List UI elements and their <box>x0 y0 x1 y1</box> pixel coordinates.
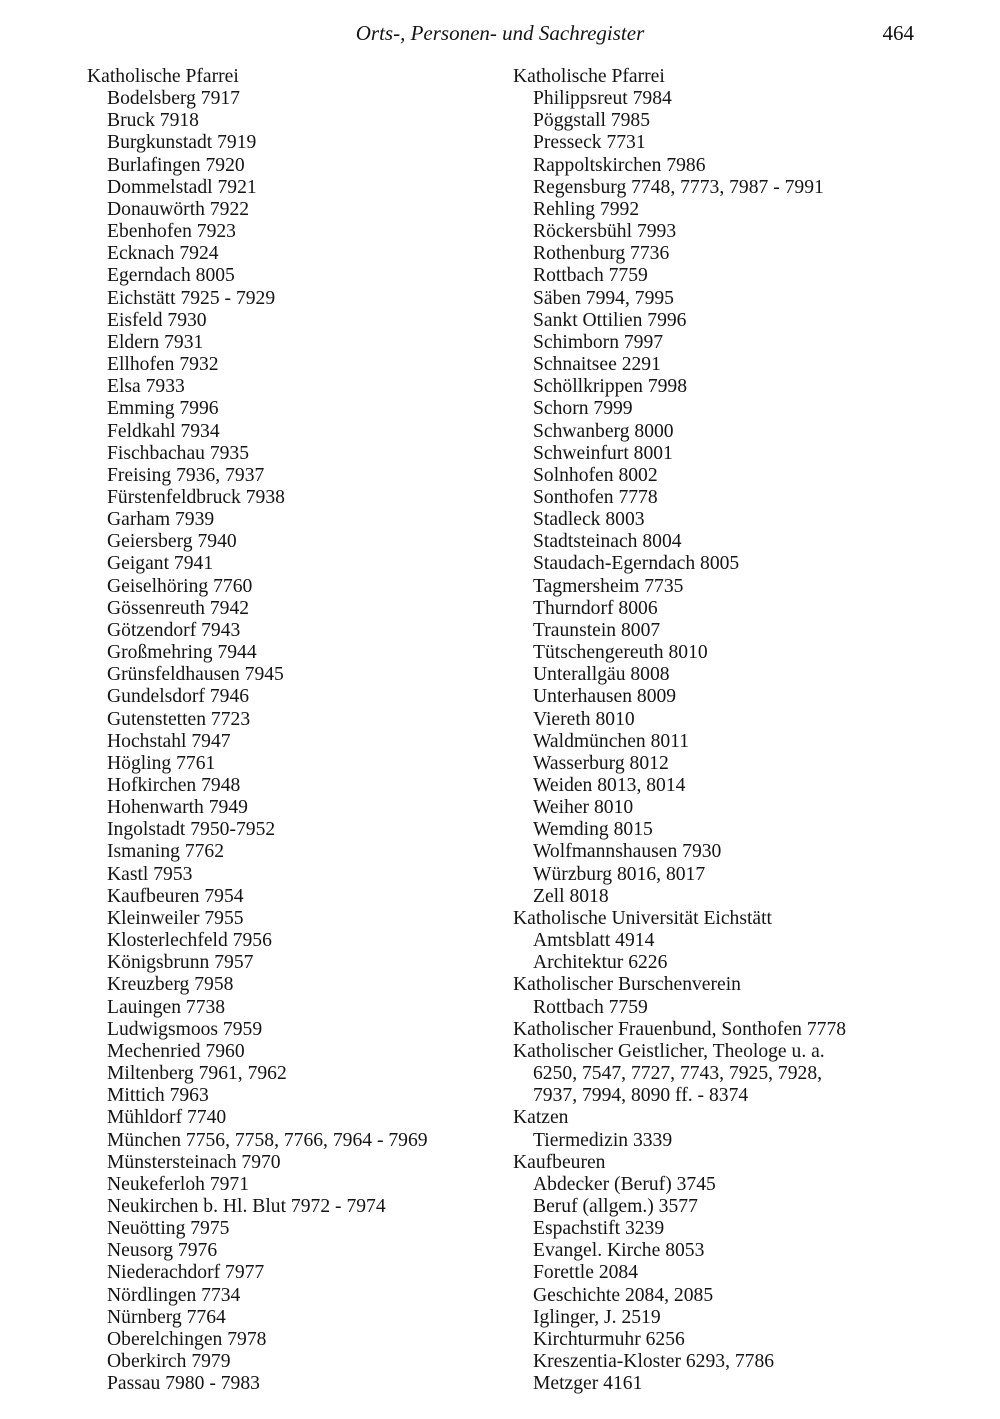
index-subentry: Stadtsteinach 8004 <box>533 531 682 553</box>
index-heading: Katzen <box>513 1107 569 1129</box>
index-subentry: Burgkunstadt 7919 <box>107 132 257 154</box>
index-subentry: Feldkahl 7934 <box>107 420 220 442</box>
index-subentry: Hochstahl 7947 <box>107 730 231 752</box>
index-subentry: Tütschengereuth 8010 <box>533 642 708 664</box>
index-subentry: Staudach-Egerndach 8005 <box>533 553 740 575</box>
index-subentry: Götzendorf 7943 <box>107 619 241 641</box>
index-subentry: Mechenried 7960 <box>107 1040 245 1062</box>
index-subentry: Münstersteinach 7970 <box>107 1151 281 1173</box>
index-heading: Katholischer Geistlicher, Theologe u. a. <box>513 1040 825 1062</box>
index-subentry: Nürnberg 7764 <box>107 1306 226 1328</box>
index-subentry: Oberkirch 7979 <box>107 1351 231 1373</box>
index-heading: Katholische Pfarrei <box>513 66 665 87</box>
index-subentry: Mittich 7963 <box>107 1085 209 1107</box>
index-subentry: Pöggstall 7985 <box>533 110 651 132</box>
index-subentry: Presseck 7731 <box>533 132 646 154</box>
index-subentry: Kreuzberg 7958 <box>107 974 234 996</box>
index-subentry: Gössenreuth 7942 <box>107 597 250 619</box>
index-subentry: Unterallgäu 8008 <box>533 664 670 686</box>
index-subentry: Passau 7980 - 7983 <box>107 1373 260 1395</box>
index-subentry: Säben 7994, 7995 <box>533 287 674 309</box>
index-subentry: Kaufbeuren 7954 <box>107 885 244 907</box>
index-subentry: Geschichte 2084, 2085 <box>533 1284 714 1306</box>
page-title: Orts-, Personen- und Sachregister <box>355 21 645 45</box>
index-subentry: 6250, 7547, 7727, 7743, 7925, 7928, <box>533 1063 823 1085</box>
index-subentry: Burlafingen 7920 <box>107 154 245 176</box>
index-subentry: Donauwörth 7922 <box>107 198 250 220</box>
index-subentry: Traunstein 8007 <box>533 619 661 641</box>
index-subentry: Abdecker (Beruf) 3745 <box>533 1173 716 1195</box>
index-subentry: Ebenhofen 7923 <box>107 221 236 243</box>
index-column-right <box>513 66 953 1395</box>
index-subentry: Schweinfurt 8001 <box>533 442 673 464</box>
index-subentry: Dommelstadl 7921 <box>107 176 257 198</box>
index-subentry: Tiermedizin 3339 <box>533 1129 673 1151</box>
index-subentry: Espachstift 3239 <box>533 1218 665 1240</box>
index-subentry: Garham 7939 <box>107 509 215 531</box>
index-subentry: Neuötting 7975 <box>107 1218 230 1240</box>
index-heading: Kaufbeuren <box>513 1151 606 1173</box>
index-subentry: Weiher 8010 <box>533 797 634 819</box>
index-subentry: Miltenberg 7961, 7962 <box>107 1063 287 1085</box>
index-subentry: Oberelchingen 7978 <box>107 1328 267 1350</box>
index-subentry: Sonthofen 7778 <box>533 486 658 508</box>
index-subentry: Viereth 8010 <box>533 708 635 730</box>
index-subentry: Ingolstadt 7950-7952 <box>107 819 276 841</box>
index-subentry: Wemding 8015 <box>533 819 653 841</box>
index-subentry: Schwanberg 8000 <box>533 420 674 442</box>
index-subentry: München 7756, 7758, 7766, 7964 - 7969 <box>107 1129 428 1151</box>
index-subentry: Geiselhöring 7760 <box>107 575 253 597</box>
index-heading: Katholischer Burschenverein <box>513 974 741 996</box>
index-subentry: Tagmersheim 7735 <box>533 575 684 597</box>
index-subentry: Wasserburg 8012 <box>533 752 669 774</box>
index-subentry: Stadleck 8003 <box>533 509 645 531</box>
index-subentry: Nördlingen 7734 <box>107 1284 241 1306</box>
index-subentry: Schnaitsee 2291 <box>533 354 661 376</box>
index-subentry: Wolfmannshausen 7930 <box>533 841 722 863</box>
index-subentry: Mühldorf 7740 <box>107 1107 227 1129</box>
index-subentry: Bodelsberg 7917 <box>107 88 240 110</box>
index-subentry: Ismaning 7762 <box>107 841 225 863</box>
index-subentry: Großmehring 7944 <box>107 642 257 664</box>
index-subentry: Hohenwarth 7949 <box>107 797 248 819</box>
index-subentry: Forettle 2084 <box>533 1262 639 1284</box>
index-column-left <box>87 66 527 1395</box>
index-subentry: Würzburg 8016, 8017 <box>533 863 706 885</box>
index-subentry: Iglinger, J. 2519 <box>533 1306 661 1328</box>
index-subentry: Königsbrunn 7957 <box>107 952 254 974</box>
index-subentry: Fürstenfeldbruck 7938 <box>107 486 285 508</box>
index-subentry: Neukeferloh 7971 <box>107 1173 250 1195</box>
index-subentry: Beruf (allgem.) 3577 <box>533 1195 698 1217</box>
running-head <box>0 20 1000 50</box>
index-heading: Katholische Universität Eichstätt <box>513 907 773 929</box>
index-subentry: Solnhofen 8002 <box>533 464 658 486</box>
index-subentry: Ecknach 7924 <box>107 243 219 265</box>
index-subentry: Architektur 6226 <box>533 952 668 974</box>
index-subentry: Kleinweiler 7955 <box>107 907 244 929</box>
index-subentry: 7937, 7994, 8090 ff. - 8374 <box>533 1085 749 1107</box>
index-subentry: Grünsfeldhausen 7945 <box>107 664 284 686</box>
index-subentry: Rottbach 7759 <box>533 265 648 287</box>
index-subentry: Elsa 7933 <box>107 376 185 398</box>
index-heading: Katholischer Frauenbund, Sonthofen 7778 <box>513 1018 847 1040</box>
index-subentry: Waldmünchen 8011 <box>533 730 690 752</box>
index-subentry: Amtsblatt 4914 <box>533 930 655 952</box>
index-subentry: Rothenburg 7736 <box>533 243 670 265</box>
index-subentry: Gutenstetten 7723 <box>107 708 251 730</box>
index-subentry: Lauingen 7738 <box>107 996 226 1018</box>
index-subentry: Bruck 7918 <box>107 110 199 132</box>
index-heading: Katholische Pfarrei <box>87 66 239 87</box>
index-subentry: Neusorg 7976 <box>107 1240 218 1262</box>
index-subentry: Eichstätt 7925 - 7929 <box>107 287 276 309</box>
index-subentry: Klosterlechfeld 7956 <box>107 930 272 952</box>
index-subentry: Kreszentia-Kloster 6293, 7786 <box>533 1351 775 1373</box>
index-subentry: Eldern 7931 <box>107 331 204 353</box>
index-subentry: Emming 7996 <box>107 398 219 420</box>
index-subentry: Högling 7761 <box>107 752 216 774</box>
page-number: 464 <box>882 21 914 45</box>
index-subentry: Philippsreut 7984 <box>533 88 672 110</box>
index-subentry: Kirchturmuhr 6256 <box>533 1328 685 1350</box>
index-subentry: Ludwigsmoos 7959 <box>107 1018 263 1040</box>
index-subentry: Schöllkrippen 7998 <box>533 376 688 398</box>
index-subentry: Eisfeld 7930 <box>107 309 207 331</box>
index-subentry: Rappoltskirchen 7986 <box>533 154 706 176</box>
index-subentry: Metzger 4161 <box>533 1373 643 1395</box>
index-subentry: Unterhausen 8009 <box>533 686 677 708</box>
index-subentry: Regensburg 7748, 7773, 7987 - 7991 <box>533 176 824 198</box>
index-subentry: Rehling 7992 <box>533 198 640 220</box>
index-subentry: Röckersbühl 7993 <box>533 221 677 243</box>
index-subentry: Niederachdorf 7977 <box>107 1262 265 1284</box>
index-subentry: Fischbachau 7935 <box>107 442 250 464</box>
index-subentry: Sankt Ottilien 7996 <box>533 309 687 331</box>
index-subentry: Egerndach 8005 <box>107 265 235 287</box>
index-subentry: Hofkirchen 7948 <box>107 775 241 796</box>
index-subentry: Geigant 7941 <box>107 553 214 575</box>
index-subentry: Schimborn 7997 <box>533 331 664 353</box>
index-subentry: Zell 8018 <box>533 885 609 907</box>
index-subentry: Thurndorf 8006 <box>533 597 658 619</box>
index-subentry: Schorn 7999 <box>533 398 633 420</box>
index-subentry: Evangel. Kirche 8053 <box>533 1240 705 1262</box>
index-subentry: Geiersberg 7940 <box>107 531 237 553</box>
index-subentry: Weiden 8013, 8014 <box>533 775 686 796</box>
index-subentry: Rottbach 7759 <box>533 996 648 1018</box>
index-subentry: Kastl 7953 <box>107 863 193 885</box>
index-subentry: Gundelsdorf 7946 <box>107 686 250 708</box>
index-subentry: Neukirchen b. Hl. Blut 7972 - 7974 <box>107 1195 386 1217</box>
index-subentry: Ellhofen 7932 <box>107 354 219 376</box>
index-subentry: Freising 7936, 7937 <box>107 464 265 486</box>
